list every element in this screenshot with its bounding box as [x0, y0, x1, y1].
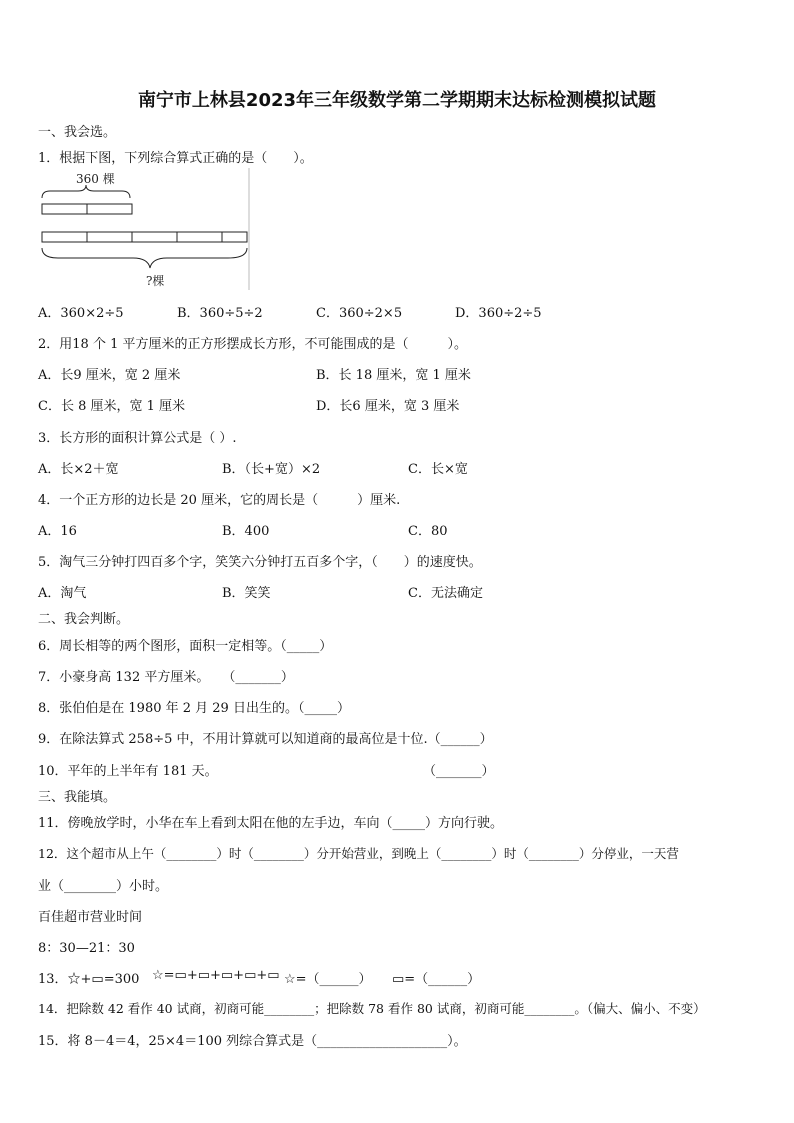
top-brace: [42, 185, 130, 198]
question-4-option-a: A．16: [38, 524, 77, 539]
question-5-option-c: C．无法确定: [408, 586, 483, 601]
question-5: 5．淘气三分钟打四百多个字，笑笑六分钟打五百多个字，（ ）的速度快。: [38, 555, 482, 570]
figure-top-label: 360 棵: [76, 172, 115, 186]
question-1: 1．根据下图，下列综合算式正确的是（ ）。: [38, 151, 313, 166]
question-5-option-b: B．笑笑: [222, 586, 271, 601]
question-13-answer-star: ☆=（______）: [284, 972, 372, 987]
figure-bottom-label: ?棵: [146, 274, 165, 288]
question-1-option-a: A．360×2÷5: [38, 306, 124, 321]
question-13-equation-1: 13．☆+▭=300: [38, 972, 140, 987]
question-2-option-a: A．长9 厘米，宽 2 厘米: [38, 368, 181, 383]
bottom-brace: [42, 248, 247, 268]
question-14: 14．把除数 42 看作 40 试商，初商可能________；把除数 78 看作 80 试商，初商可能________。（偏大、偏小、不变）: [38, 1001, 706, 1016]
question-2-option-d: D．长6 厘米，宽 3 厘米: [316, 399, 460, 414]
question-13-answer-box: ▭=（______）: [392, 972, 481, 987]
question-4-option-b: B．400: [222, 524, 270, 539]
question-2-option-b: B．长 18 厘米，宽 1 厘米: [316, 368, 471, 383]
question-1-option-b: B．360÷5÷2: [177, 306, 263, 321]
question-11: 11．傍晚放学时，小华在车上看到太阳在他的左手边，车向（_____）方向行驶。: [38, 816, 504, 831]
question-1-figure: [38, 168, 253, 290]
question-5-option-a: A．淘气: [38, 586, 87, 601]
section-heading-3: 三、我能填。: [38, 790, 117, 805]
question-3-option-c: C．长×宽: [408, 462, 468, 477]
question-6: 6．周长相等的两个图形，面积一定相等。（_____）: [38, 639, 333, 654]
question-10: 10．平年的上半年有 181 天。: [38, 764, 218, 779]
question-15: 15．将 8－4＝4，25×4＝100 列综合算式是（____________________）。: [38, 1034, 467, 1049]
question-2-option-c: C．长 8 厘米，宽 1 厘米: [38, 399, 186, 414]
section-heading-2: 二、我会判断。: [38, 612, 130, 627]
question-4: 4．一个正方形的边长是 20 厘米，它的周长是（ ）厘米.: [38, 493, 401, 508]
question-7: 7．小豪身高 132 平方厘米。 （_______）: [38, 670, 294, 685]
question-2: 2．用18 个 1 平方厘米的正方形摆成长方形，不可能围成的是（ ）。: [38, 337, 467, 352]
question-1-option-c: C．360÷2×5: [316, 306, 403, 321]
question-13-equation-2: ☆=▭+▭+▭+▭+▭: [152, 968, 280, 983]
question-10-answer-blank: （_______）: [423, 764, 495, 779]
long-bar: [42, 232, 247, 242]
question-12-caption: 百佳超市营业时间: [38, 910, 143, 925]
question-4-option-c: C．80: [408, 524, 448, 539]
page-title: 南宁市上林县2023年三年级数学第二学期期末达标检测模拟试题: [137, 90, 657, 111]
question-12-line-2: 业（________）小时。: [38, 879, 169, 894]
question-12-line-1: 12．这个超市从上午（________）时（________）分开始营业，到晚上（________）时（________）分停业，一天营: [38, 846, 679, 861]
question-3-option-a: A．长×2＋宽: [38, 462, 119, 477]
question-3: 3．长方形的面积计算公式是（ ）.: [38, 431, 237, 446]
question-8: 8．张伯伯是在 1980 年 2 月 29 日出生的。（_____）: [38, 701, 350, 716]
section-heading-1: 一、我会选。: [38, 125, 117, 140]
question-3-option-b: B．（长+宽）×2: [222, 462, 321, 477]
question-1-option-d: D．360÷2÷5: [455, 306, 542, 321]
question-12-hours: 8：30—21：30: [38, 941, 135, 956]
question-9: 9．在除法算式 258÷5 中，不用计算就可以知道商的最高位是十位.（______）: [38, 732, 493, 747]
